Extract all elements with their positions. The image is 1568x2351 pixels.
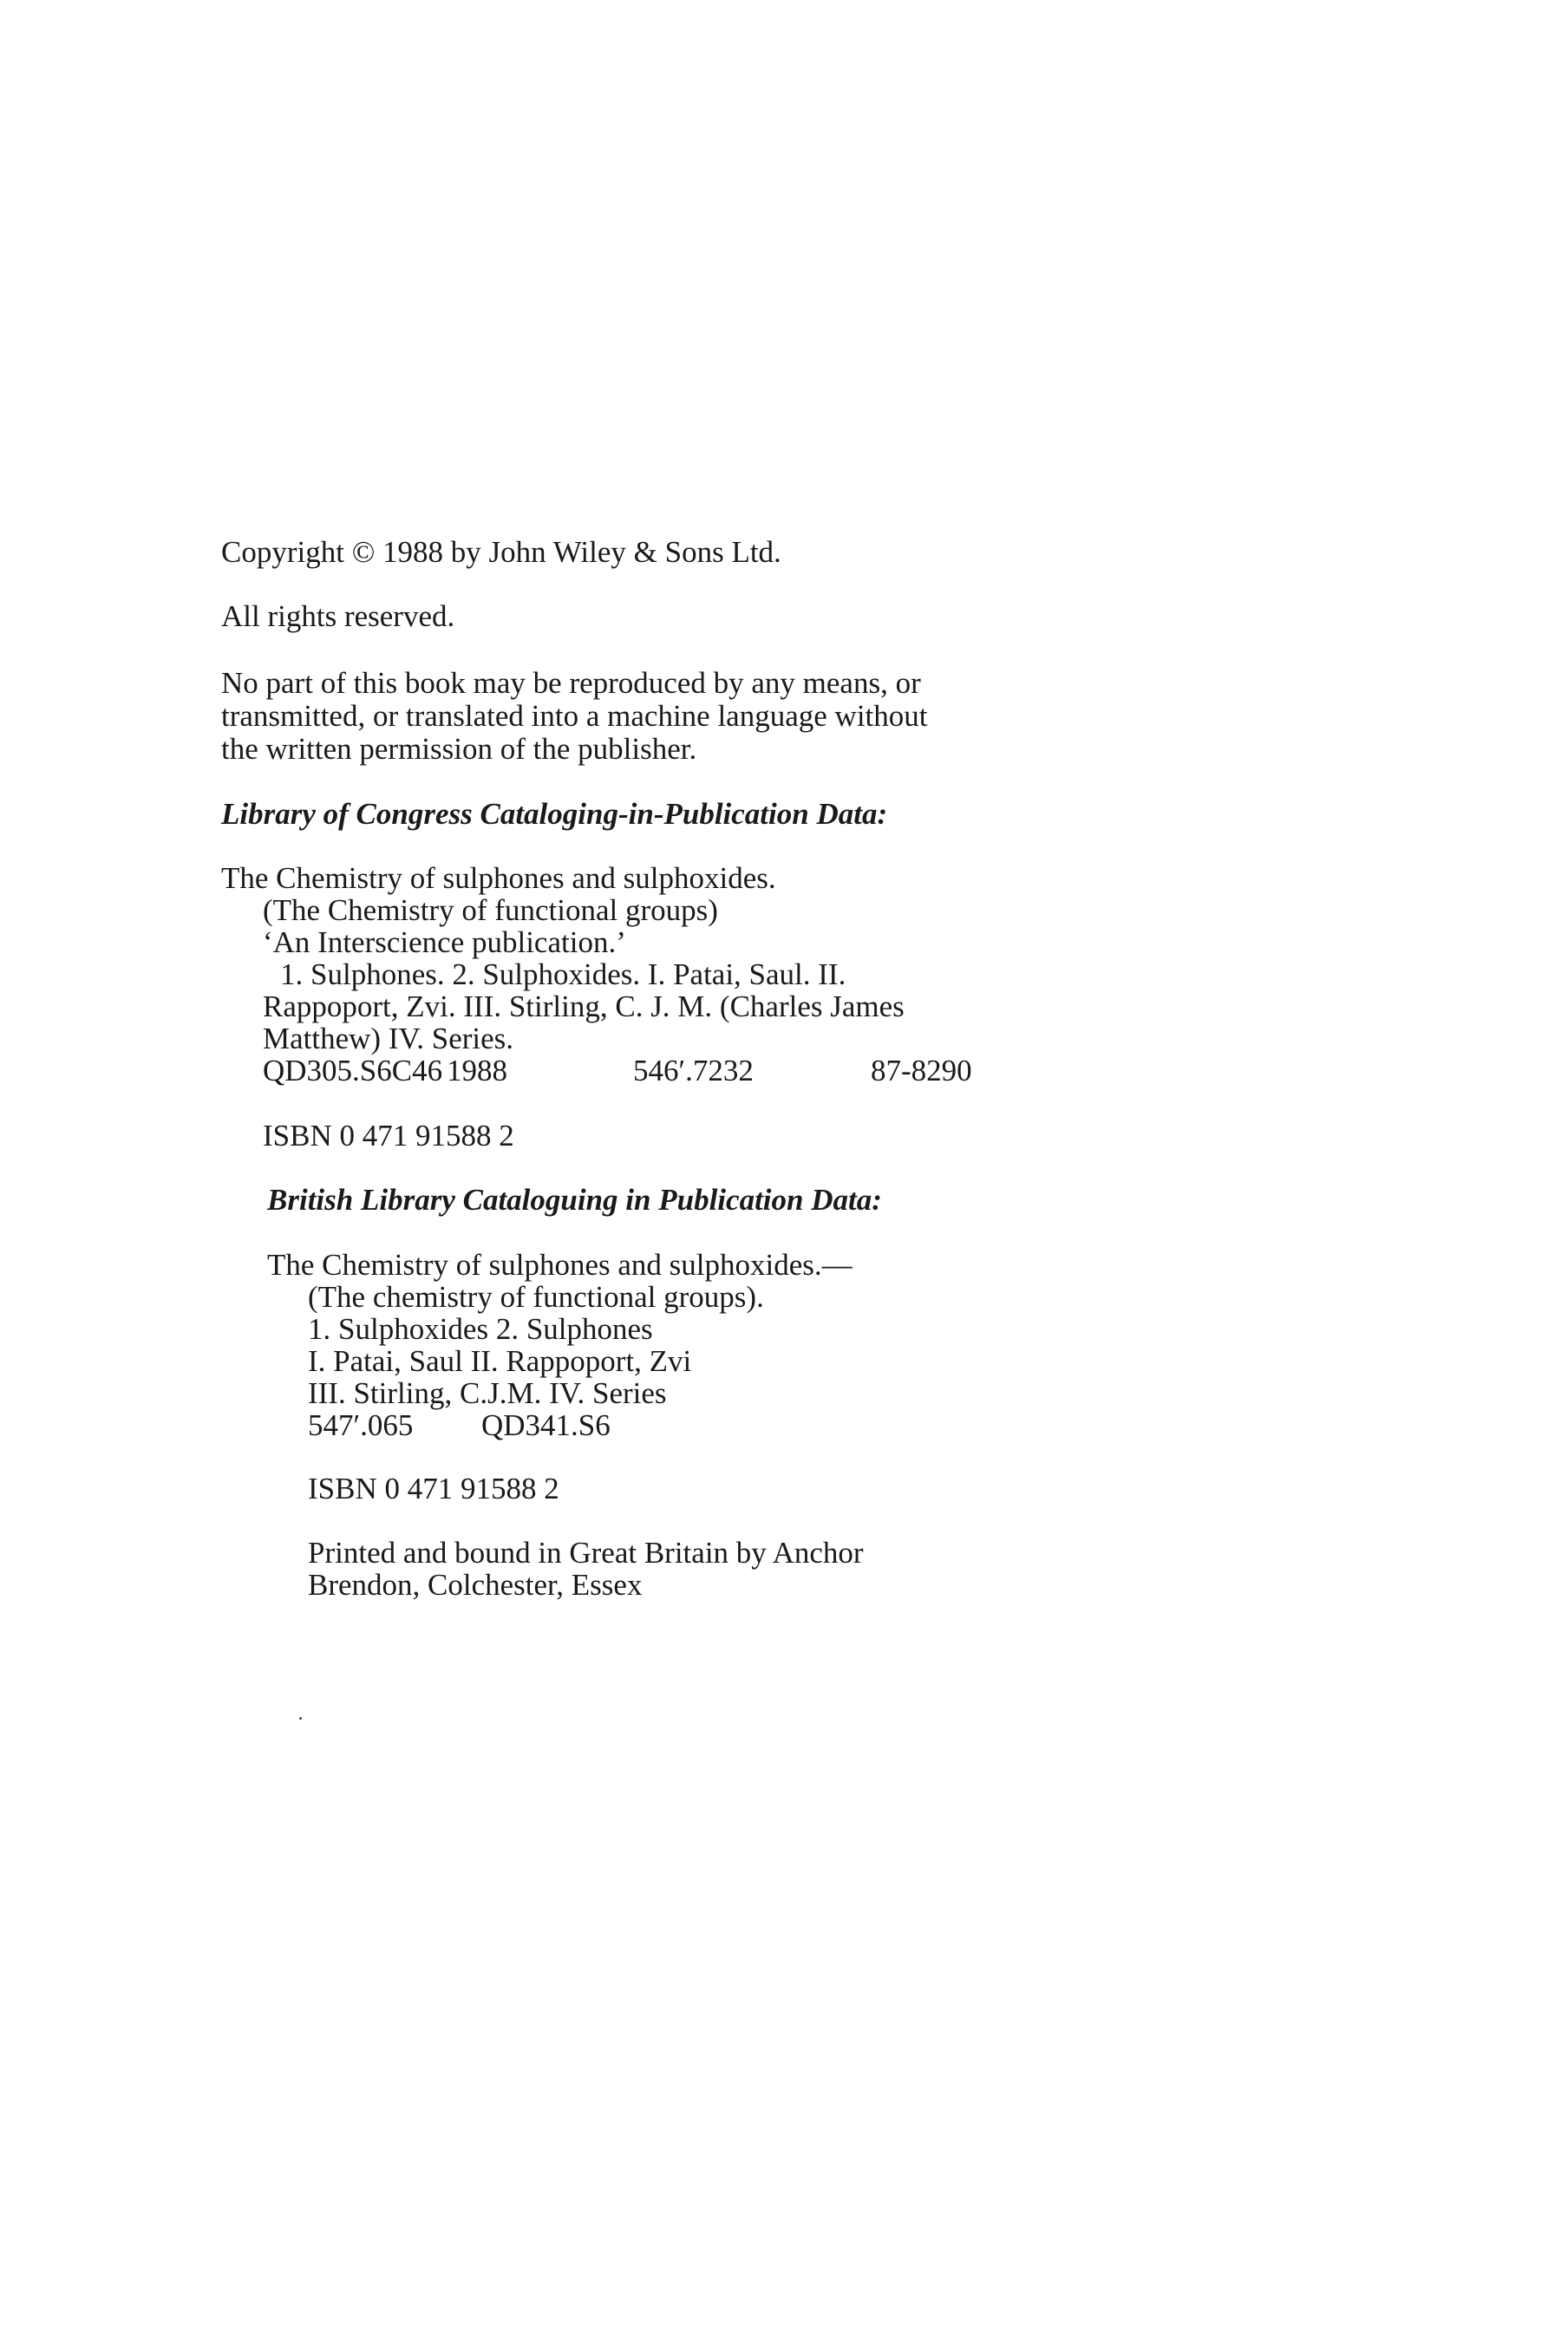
- loc-dewey: 546′.7232: [633, 1054, 754, 1087]
- copyright-line: Copyright © 1988 by John Wiley & Sons Ltd.: [221, 535, 781, 569]
- bl-subject-line: I. Patai, Saul II. Rappoport, Zvi: [308, 1344, 692, 1378]
- speck-mark: [299, 1717, 302, 1720]
- printer-line: Printed and bound in Great Britain by Anchor: [308, 1536, 864, 1570]
- notice-line: No part of this book may be reproduced by any means, or: [221, 666, 921, 700]
- bl-dewey: 547′.065: [308, 1408, 414, 1442]
- bl-isbn: ISBN 0 471 91588 2: [308, 1472, 559, 1505]
- loc-year: 1988: [447, 1054, 507, 1087]
- loc-isbn: ISBN 0 471 91588 2: [263, 1119, 514, 1153]
- loc-title: The Chemistry of sulphones and sulphoxides.: [221, 861, 776, 895]
- loc-publication: ‘An Interscience publication.’: [263, 925, 626, 959]
- printer-line: Brendon, Colchester, Essex: [308, 1568, 643, 1602]
- loc-subject-line: Rappoport, Zvi. III. Stirling, C. J. M. (Charles James: [263, 989, 905, 1023]
- loc-call-number: QD305.S6C46: [263, 1054, 443, 1087]
- bl-subject-line: III. Stirling, C.J.M. IV. Series: [308, 1376, 667, 1410]
- notice-line: the written permission of the publisher.: [221, 732, 697, 766]
- loc-heading: Library of Congress Cataloging-in-Publication Data:: [221, 797, 888, 831]
- loc-lccn: 87-8290: [871, 1054, 972, 1087]
- loc-subject-line: 1. Sulphones. 2. Sulphoxides. I. Patai, Saul. II.: [280, 957, 846, 991]
- bl-heading: British Library Cataloguing in Publication Data:: [267, 1183, 882, 1217]
- bl-call-number: QD341.S6: [481, 1408, 611, 1442]
- notice-line: transmitted, or translated into a machine language without: [221, 699, 928, 733]
- loc-subject-line: Matthew) IV. Series.: [263, 1022, 514, 1055]
- loc-series: (The Chemistry of functional groups): [263, 893, 718, 927]
- bl-series: (The chemistry of functional groups).: [308, 1280, 764, 1314]
- bl-subject-line: 1. Sulphoxides 2. Sulphones: [308, 1312, 653, 1346]
- rights-statement: All rights reserved.: [221, 599, 455, 633]
- bl-title: The Chemistry of sulphones and sulphoxides.—: [267, 1248, 853, 1282]
